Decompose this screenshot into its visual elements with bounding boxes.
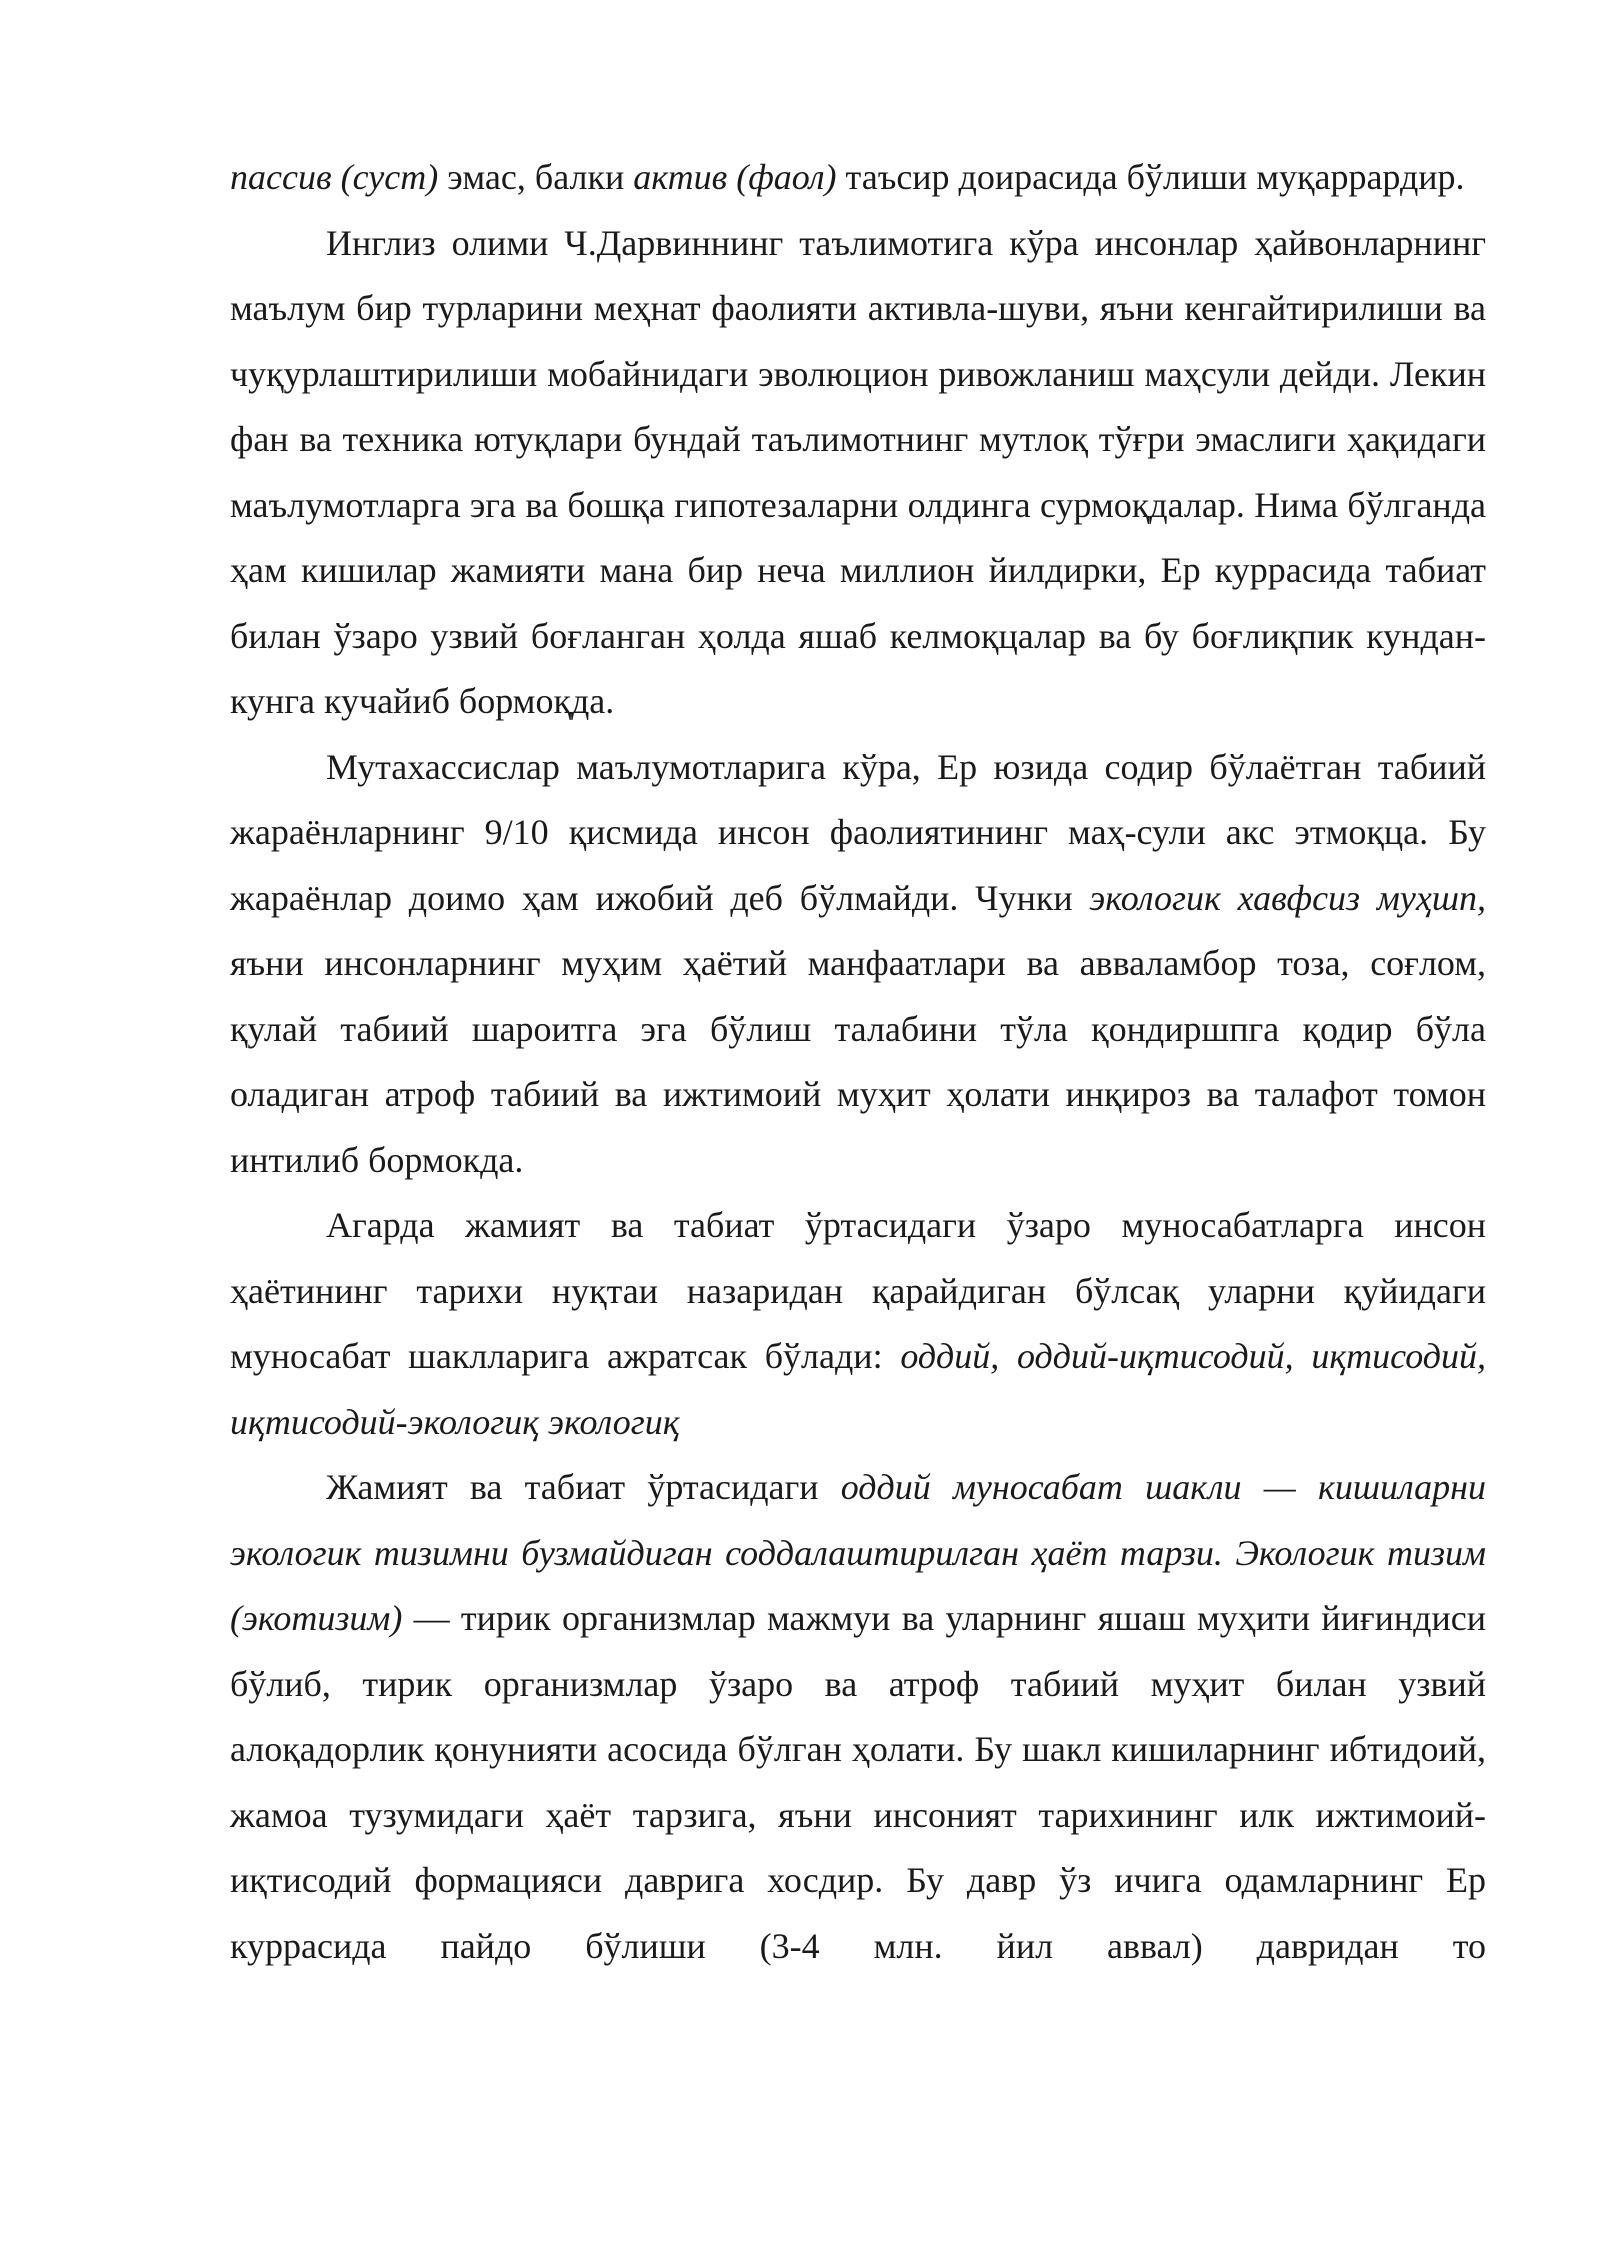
text-italic: экологик хавфсиз муҳшп, xyxy=(1089,877,1486,918)
text-italic: пассив (суст) xyxy=(230,157,439,197)
paragraph-5 xyxy=(230,1455,1486,1979)
text: — тирик организмлар мажмуи ва уларнинг яшаш муҳити йиғиндиси бўлиб, тирик организмлар ўзаро ва атроф табиий муҳит билан узвий алоқадорлик қонунияти асосида бўлган ҳолати. Бу шакл кишиларнинг ибтидоий, жамоа тузумидаги ҳаёт тарзига, яъни инсоният тарихининг илк ижтимоий-иқтисодий формацияси даврига хосдир. Бу давр ўз ичига одамларнинг Ер куррасида пайдо бўлиши (3-4 млн. йил аввал) давридан то xyxy=(230,1598,1486,1966)
paragraph-1 xyxy=(230,145,1486,211)
document-page xyxy=(230,145,1486,1979)
text: таъсир доирасида бўлиши муқаррардир. xyxy=(836,157,1465,197)
text: яъни инсонларнинг муҳим ҳаётий манфаатлари ва авваламбор тоза, соғлом, қулай табиий шароитга эга бўлиш талабини тўла қондиршпга қодир бўла оладиган атроф табиий ва ижтимоий муҳит ҳолати инқироз ва талафот томон интилиб бормокда. xyxy=(230,943,1486,1180)
paragraph-3 xyxy=(230,735,1486,1194)
text: эмас, балки xyxy=(438,157,634,197)
text: Жамият ва табиат ўртасидаги xyxy=(326,1467,841,1507)
text: Мутахассислар маълумотларига кўра, Ер юзида содир бўлаётган табиий жараёнларнинг 9/10 қисмида инсон фаолиятининг маҳ-сули акс этмоқца. Бу жараёнлар доимо ҳам ижобий деб бўлмайди. Чунки xyxy=(230,746,1486,918)
text-italic: оддий, оддий-иқтисодий, иқтисодий, иқтисодий-экологиқ экологиқ xyxy=(230,1336,1486,1442)
text-italic: актив (фаол) xyxy=(633,157,837,197)
text-italic: оддий муносабат шакли — кишиларни экологик тизимни бузмайдиган соддалаштирилган ҳаёт тарзи. Экологик тизим (экотизим) xyxy=(230,1467,1486,1638)
text: Агарда жамият ва табиат ўртасидаги ўзаро муносабатларга инсон ҳаётининг тарихи нуқтаи назаридан қарайдиган бўлсақ уларни қуйидаги муносабат шаклларига ажратсак бўлади: xyxy=(230,1205,1486,1376)
paragraph-4 xyxy=(230,1193,1486,1455)
text: Инглиз олими Ч.Дарвиннинг таълимотига кўра инсонлар ҳайвонларнинг маълум бир турларини меҳнат фаолияти активла-шуви, яъни кенгайтирилиши ва чуқурлаштирилиши мобайнидаги эволюцион ривожланиш маҳсули дейди. Лекин фан ва техника ютуқлари бундай таълимотнинг мутлоқ тўғри эмаслиги ҳақидаги маълумотларга эга ва бошқа гипотезаларни олдинга сурмоқдалар. Нима бўлганда ҳам кишилар жамияти мана бир неча миллион йилдирки, Ер куррасида табиат билан ўзаро узвий боғланган ҳолда яшаб келмоқцалар ва бу боғлиқпик кундан-кунга кучайиб бормоқда. xyxy=(230,222,1486,721)
paragraph-2 xyxy=(230,211,1486,735)
